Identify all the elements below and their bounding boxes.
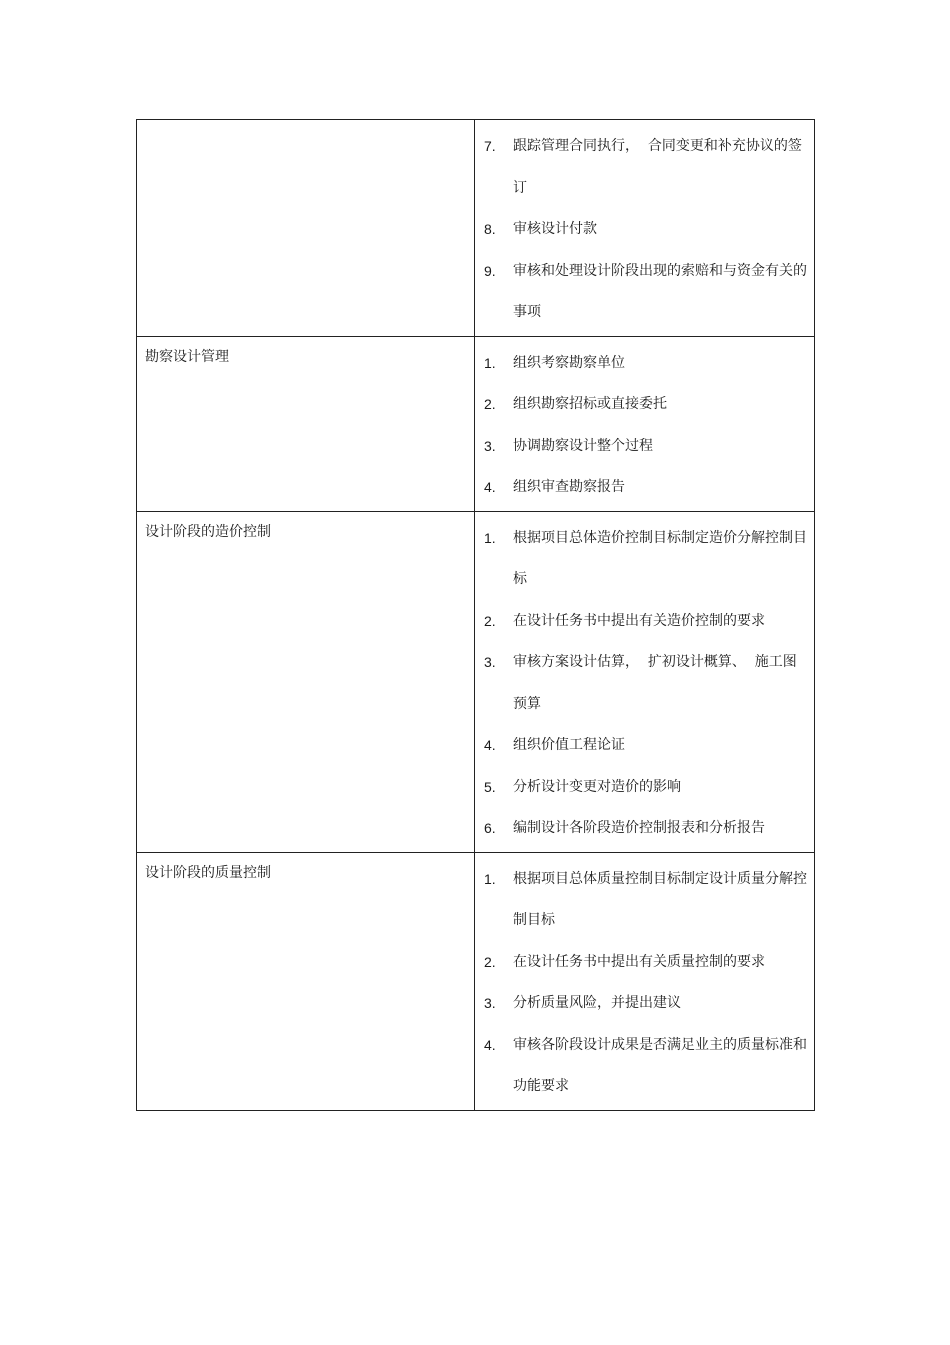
tasks-cell [475, 336, 815, 511]
list-item [484, 126, 808, 209]
category-cell [137, 852, 475, 1110]
item-number: 3. [484, 654, 496, 670]
item-number: 2. [484, 396, 496, 412]
task-list [475, 853, 814, 1110]
item-number: 2. [484, 612, 496, 629]
table-row [137, 336, 815, 511]
list-item [484, 251, 808, 334]
list-item [484, 725, 808, 767]
item-text: 编制设计各阶段造价控制报表和分析报告 [513, 820, 765, 836]
list-item [484, 601, 808, 643]
item-text: 根据项目总体质量控制目标制定设计质量分解控制目标 [513, 870, 807, 928]
item-text: 在设计任务书中提出有关质量控制的要求 [513, 953, 765, 970]
tasks-cell [475, 120, 815, 337]
category-cell [137, 511, 475, 852]
item-number: 3. [484, 437, 496, 454]
category-title: 勘察设计管理 [145, 348, 229, 365]
item-number: 8. [484, 221, 496, 237]
item-text: 协调勘察设计整个过程 [513, 437, 653, 454]
item-text: 在设计任务书中提出有关造价控制的要求 [513, 612, 765, 629]
task-list [475, 337, 814, 511]
list-item [484, 767, 808, 809]
item-text: 审核各阶段设计成果是否满足业主的质量标准和功能要求 [513, 1036, 807, 1094]
item-text: 分析设计变更对造价的影响 [513, 778, 681, 795]
table-row [137, 511, 815, 852]
item-text: 审核方案设计估算， 扩初设计概算、 施工图预算 [513, 654, 797, 712]
list-item [484, 209, 808, 251]
item-text: 审核设计付款 [513, 221, 597, 237]
list-item [484, 384, 808, 426]
item-number: 2. [484, 953, 496, 970]
item-text: 分析质量风险，并提出建议 [513, 995, 681, 1011]
list-item [484, 808, 808, 850]
item-number: 1. [484, 870, 496, 887]
list-item [484, 1025, 808, 1108]
item-number: 4. [484, 737, 496, 753]
list-item [484, 642, 808, 725]
management-table [136, 119, 815, 1111]
table-row [137, 120, 815, 337]
item-number: 1. [484, 529, 496, 546]
item-text: 组织勘察招标或直接委托 [513, 396, 667, 412]
item-text: 组织审查勘察报告 [513, 479, 625, 495]
list-item [484, 343, 808, 385]
list-item [484, 859, 808, 942]
item-number: 4. [484, 479, 496, 495]
tasks-cell [475, 852, 815, 1110]
category-cell [137, 120, 475, 337]
category-title: 设计阶段的造价控制 [145, 523, 271, 540]
item-number: 9. [484, 262, 496, 279]
item-text: 根据项目总体造价控制目标制定造价分解控制目标 [513, 529, 807, 587]
item-number: 6. [484, 820, 496, 836]
item-text: 组织考察勘察单位 [513, 354, 625, 371]
item-text: 组织价值工程论证 [513, 737, 625, 753]
item-text: 跟踪管理合同执行， 合同变更和补充协议的签订 [513, 138, 802, 196]
list-item [484, 942, 808, 984]
list-item [484, 983, 808, 1025]
item-number: 4. [484, 1036, 496, 1053]
category-cell [137, 336, 475, 511]
list-item [484, 518, 808, 601]
item-text: 审核和处理设计阶段出现的索赔和与资金有关的事项 [513, 262, 807, 320]
list-item [484, 426, 808, 468]
task-list [475, 120, 814, 336]
item-number: 1. [484, 354, 496, 371]
item-number: 3. [484, 995, 496, 1011]
task-list [475, 512, 814, 852]
category-title: 设计阶段的质量控制 [145, 864, 271, 881]
table-row [137, 852, 815, 1110]
tasks-cell [475, 511, 815, 852]
item-number: 7. [484, 138, 496, 154]
item-number: 5. [484, 778, 496, 795]
category-title [137, 120, 474, 130]
list-item [484, 467, 808, 509]
